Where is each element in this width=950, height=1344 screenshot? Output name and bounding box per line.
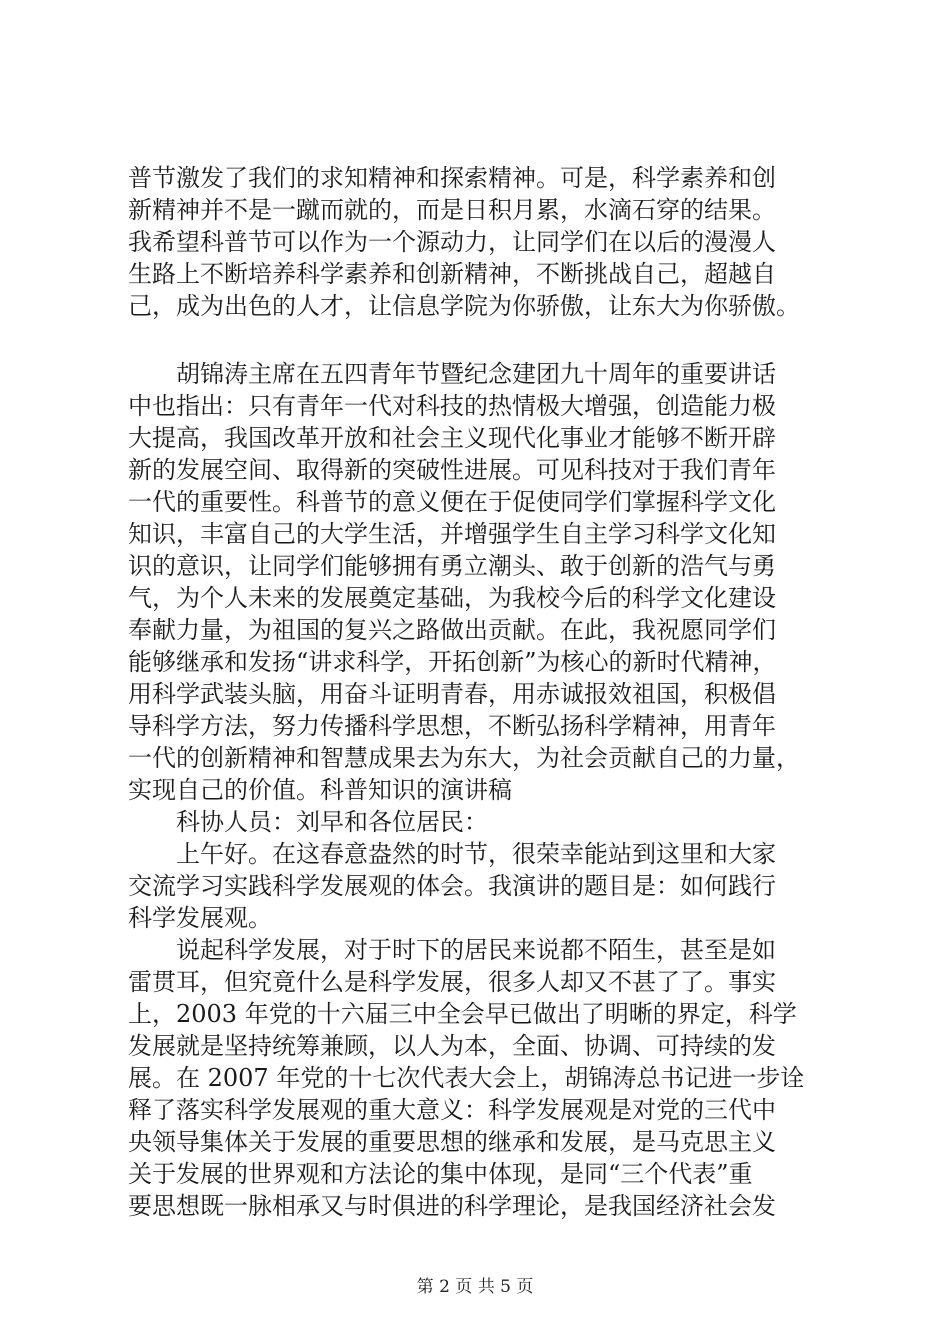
text-line: 一代的重要性。科普节的意义便在于促使同学们掌握科学文化 [128, 488, 776, 516]
text-line: 奉献力量，为祖国的复兴之路做出贡献。在此，我祝愿同学们 [128, 616, 776, 644]
text-line: 能够继承和发扬“讲求科学，开拓创新”为核心的新时代精神， [128, 648, 777, 676]
text-line: 关于发展的世界观和方法论的集中体现，是同“三个代表”重 [128, 1160, 753, 1188]
text-line: 一代的创新精神和智慧成果去为东大，为社会贡献自己的力量， [128, 744, 800, 772]
text-line: 展。在 2007 年党的十七次代表大会上，胡锦涛总书记进一步诠 [128, 1064, 805, 1092]
text-line: 要思想既一脉相承又与时俱进的科学理论，是我国经济社会发 [128, 1192, 776, 1220]
text-line: 用科学武装头脑，用奋斗证明青春，用赤诚报效祖国，积极倡 [128, 680, 776, 708]
text-line: 新精神并不是一蹴而就的，而是日积月累，水滴石穿的结果。 [128, 196, 776, 224]
text-line: 胡锦涛主席在五四青年节暨纪念建团九十周年的重要讲话 [176, 360, 776, 388]
text-line: 交流学习实践科学发展观的体会。我演讲的题目是：如何践行 [128, 872, 776, 900]
text-line: 实现自己的价值。科普知识的演讲稿 [128, 776, 512, 804]
text-line: 雷贯耳，但究竟什么是科学发展，很多人却又不甚了了。事实 [128, 968, 776, 996]
text-line: 央领导集体关于发展的重要思想的继承和发展，是马克思主义 [128, 1128, 776, 1156]
paragraph-gap [128, 322, 858, 358]
text-line: 上，2003 年党的十六届三中全会早已做出了明晰的界定，科学 [128, 1000, 797, 1028]
text-line: 中也指出：只有青年一代对科技的热情极大增强，创造能力极 [128, 392, 776, 420]
text-line: 己，成为出色的人才，让信息学院为你骄傲，让东大为你骄傲。 [128, 292, 800, 320]
text-line: 气，为个人未来的发展奠定基础，为我校今后的科学文化建设 [128, 584, 776, 612]
text-line: 说起科学发展，对于时下的居民来说都不陌生，甚至是如 [176, 936, 776, 964]
page-footer: 第 2 页 共 5 页 [416, 1277, 534, 1297]
text-line: 科协人员：刘早和各位居民： [176, 808, 488, 836]
text-line: 导科学方法，努力传播科学思想，不断弘扬科学精神，用青年 [128, 712, 776, 740]
text-line: 大提高，我国改革开放和社会主义现代化事业才能够不断开辟 [128, 424, 776, 452]
document-body [128, 162, 858, 1222]
text-line: 新的发展空间、取得新的突破性进展。可见科技对于我们青年 [128, 456, 776, 484]
text-line: 科学发展观。 [128, 904, 272, 932]
text-line: 上午好。在这春意盎然的时节，很荣幸能站到这里和大家 [176, 840, 776, 868]
text-line: 发展就是坚持统筹兼顾，以人为本，全面、协调、可持续的发 [128, 1032, 776, 1060]
text-line: 普节激发了我们的求知精神和探索精神。可是，科学素养和创 [128, 164, 776, 192]
text-line: 识的意识，让同学们能够拥有勇立潮头、敢于创新的浩气与勇 [128, 552, 776, 580]
text-line: 我希望科普节可以作为一个源动力，让同学们在以后的漫漫人 [128, 228, 776, 256]
text-line: 知识，丰富自己的大学生活，并增强学生自主学习科学文化知 [128, 520, 776, 548]
text-line: 生路上不断培养科学素养和创新精神，不断挑战自己，超越自 [128, 260, 776, 288]
text-line: 释了落实科学发展观的重大意义：科学发展观是对党的三代中 [128, 1096, 776, 1124]
